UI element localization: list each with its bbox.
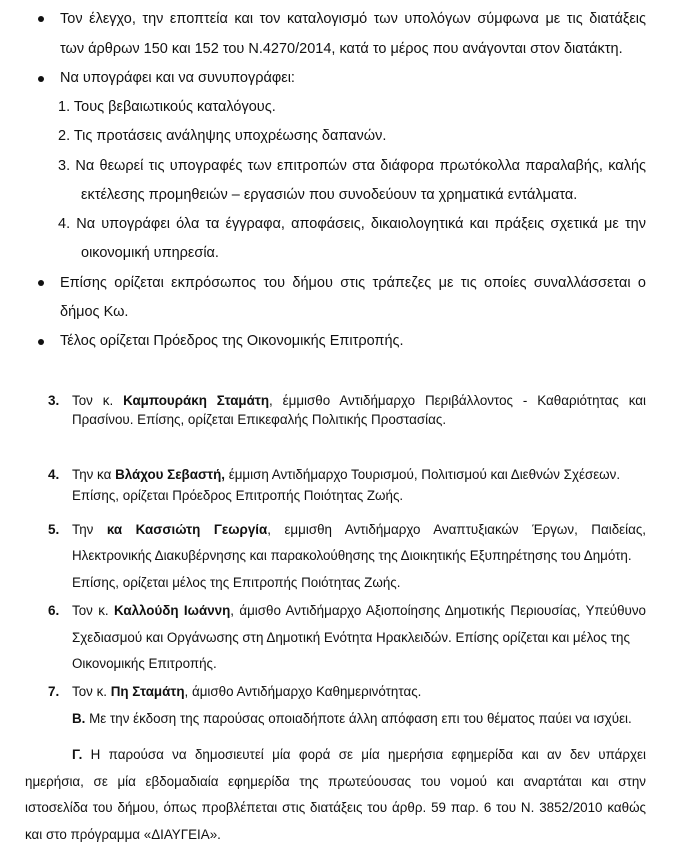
item-number: 7. (48, 684, 60, 699)
item-number: 6. (48, 603, 60, 618)
item-text: Τον κ. Καμπουράκη Σταμάτη, έμμισθο Αντιδήμαρχο Περιβάλλοντος - Καθαριότητας και (72, 393, 646, 408)
bullet-text: Να υπογράφει και να συνυπογράφει: (60, 70, 295, 86)
person-name: Καμπουράκη Σταμάτη (123, 393, 270, 408)
item-number: 5. (48, 522, 60, 537)
item-text: Πρασίνου. Επίσης, ορίζεται Επικεφαλής Πολιτικής Προστασίας. (72, 412, 447, 427)
bullet-dot (38, 16, 44, 22)
bullet-text: Τέλος ορίζεται Πρόεδρος της Οικονομικής Επιτροπής. (60, 333, 404, 349)
person-name: Πη Σταμάτη (110, 684, 185, 699)
item-text: Τον κ. Πη Σταμάτη, άμισθο Αντιδήμαρχο Καθημερινότητας. (72, 684, 422, 699)
item-text: Επίσης, ορίζεται μέλος της Επιτροπής Ποιότητας Ζωής. (72, 575, 401, 590)
bullet-dot (38, 76, 44, 82)
sub-item: εκτέλεσης προμηθειών – εργασιών που συνοδεύουν τα χρηματικά εντάλματα. (81, 187, 578, 203)
item-text: Τον κ. Καλλούδη Ιωάννη, άμισθο Αντιδήμαρχο Αξιοποίησης Δημοτικής Περιουσίας, Υπεύθυνο (72, 603, 646, 618)
item-text: Την κα Βλάχου Σεβαστή, έμμιση Αντιδήμαρχο Τουρισμού, Πολιτισμού και Διεθνών Σχέσεων. (72, 467, 621, 482)
section-letter: Β. (72, 711, 86, 726)
item-text: Σχεδιασμού και Οργάνωσης στη Δημοτική Ενότητα Ηρακλειδών. Επίσης ορίζεται και μέλος της (72, 630, 630, 645)
section-g: Γ. Η παρούσα να δημοσιευτεί μία φορά σε μία ημερήσια εφημερίδα και αν δεν υπάρχει (72, 747, 646, 762)
item-number: 4. (48, 467, 60, 482)
bullet-dot (38, 339, 44, 345)
item-text: Οικονομικής Επιτροπής. (72, 656, 217, 671)
sub-item: 1. Τους βεβαιωτικούς καταλόγους. (58, 99, 276, 115)
section-g: ημερήσια, σε μία εβδομαδιαία εφημερίδα της πρωτεύουσας του νομού και αναρτάται και στην (25, 774, 646, 789)
item-text: Την κα Κασσιώτη Γεωργία, εμμισθη Αντιδήμαρχο Αναπτυξιακών Έργων, Παιδείας, (72, 522, 647, 537)
section-g: και στο πρόγραμμα «ΔΙΑΥΓΕΙΑ». (25, 827, 221, 842)
person-name: Καλλούδη Ιωάννη (113, 603, 231, 618)
person-name: Βλάχου Σεβαστή, (115, 467, 225, 482)
section-letter: Γ. (72, 747, 83, 762)
sub-item: 3. Να θεωρεί τις υπογραφές των επιτροπών στα διάφορα πρωτόκολλα παραλαβής, καλής (58, 158, 646, 174)
item-number: 3. (48, 393, 60, 408)
bullet-dot (38, 280, 44, 286)
bullet-text: των άρθρων 150 και 152 του Ν.4270/2014, κατά το μέρος που ανάγονται στον διατάκτη. (60, 41, 623, 57)
bullet-text: Τον έλεγχο, την εποπτεία και τον καταλογισμό των υπολόγων σύμφωνα με τις διατάξεις (60, 11, 646, 27)
item-text: Επίσης, ορίζεται Πρόεδρος Επιτροπής Ποιότητας Ζωής. (72, 488, 404, 503)
sub-item: 4. Να υπογράφει όλα τα έγγραφα, αποφάσεις, δικαιολογητικά και πράξεις σχετικά με την (58, 216, 646, 232)
item-text: Ηλεκτρονικής Διακυβέρνησης και παρακολούθησης της Διοικητικής Εξυπηρέτησης του Δημότη. (72, 548, 632, 563)
sub-item: οικονομική υπηρεσία. (81, 245, 219, 261)
section-g: ιστοσελίδα του δήμου, όπως προβλέπεται στις διατάξεις του άρθρ. 59 παρ. 6 του Ν. 3852/2010 καθώς (25, 800, 646, 815)
sub-item: 2. Τις προτάσεις ανάληψης υποχρέωσης δαπανών. (58, 128, 387, 144)
bullet-text: Επίσης ορίζεται εκπρόσωπος του δήμου στις τράπεζες με τις οποίες συναλλάσσεται ο (60, 275, 646, 291)
bullet-text: δήμος Κω. (60, 304, 129, 320)
person-name: κα Κασσιώτη Γεωργία (106, 522, 268, 537)
section-b: Β. Με την έκδοση της παρούσας οποιαδήποτε άλλη απόφαση επι του θέματος παύει να ισχύει. (72, 711, 632, 726)
